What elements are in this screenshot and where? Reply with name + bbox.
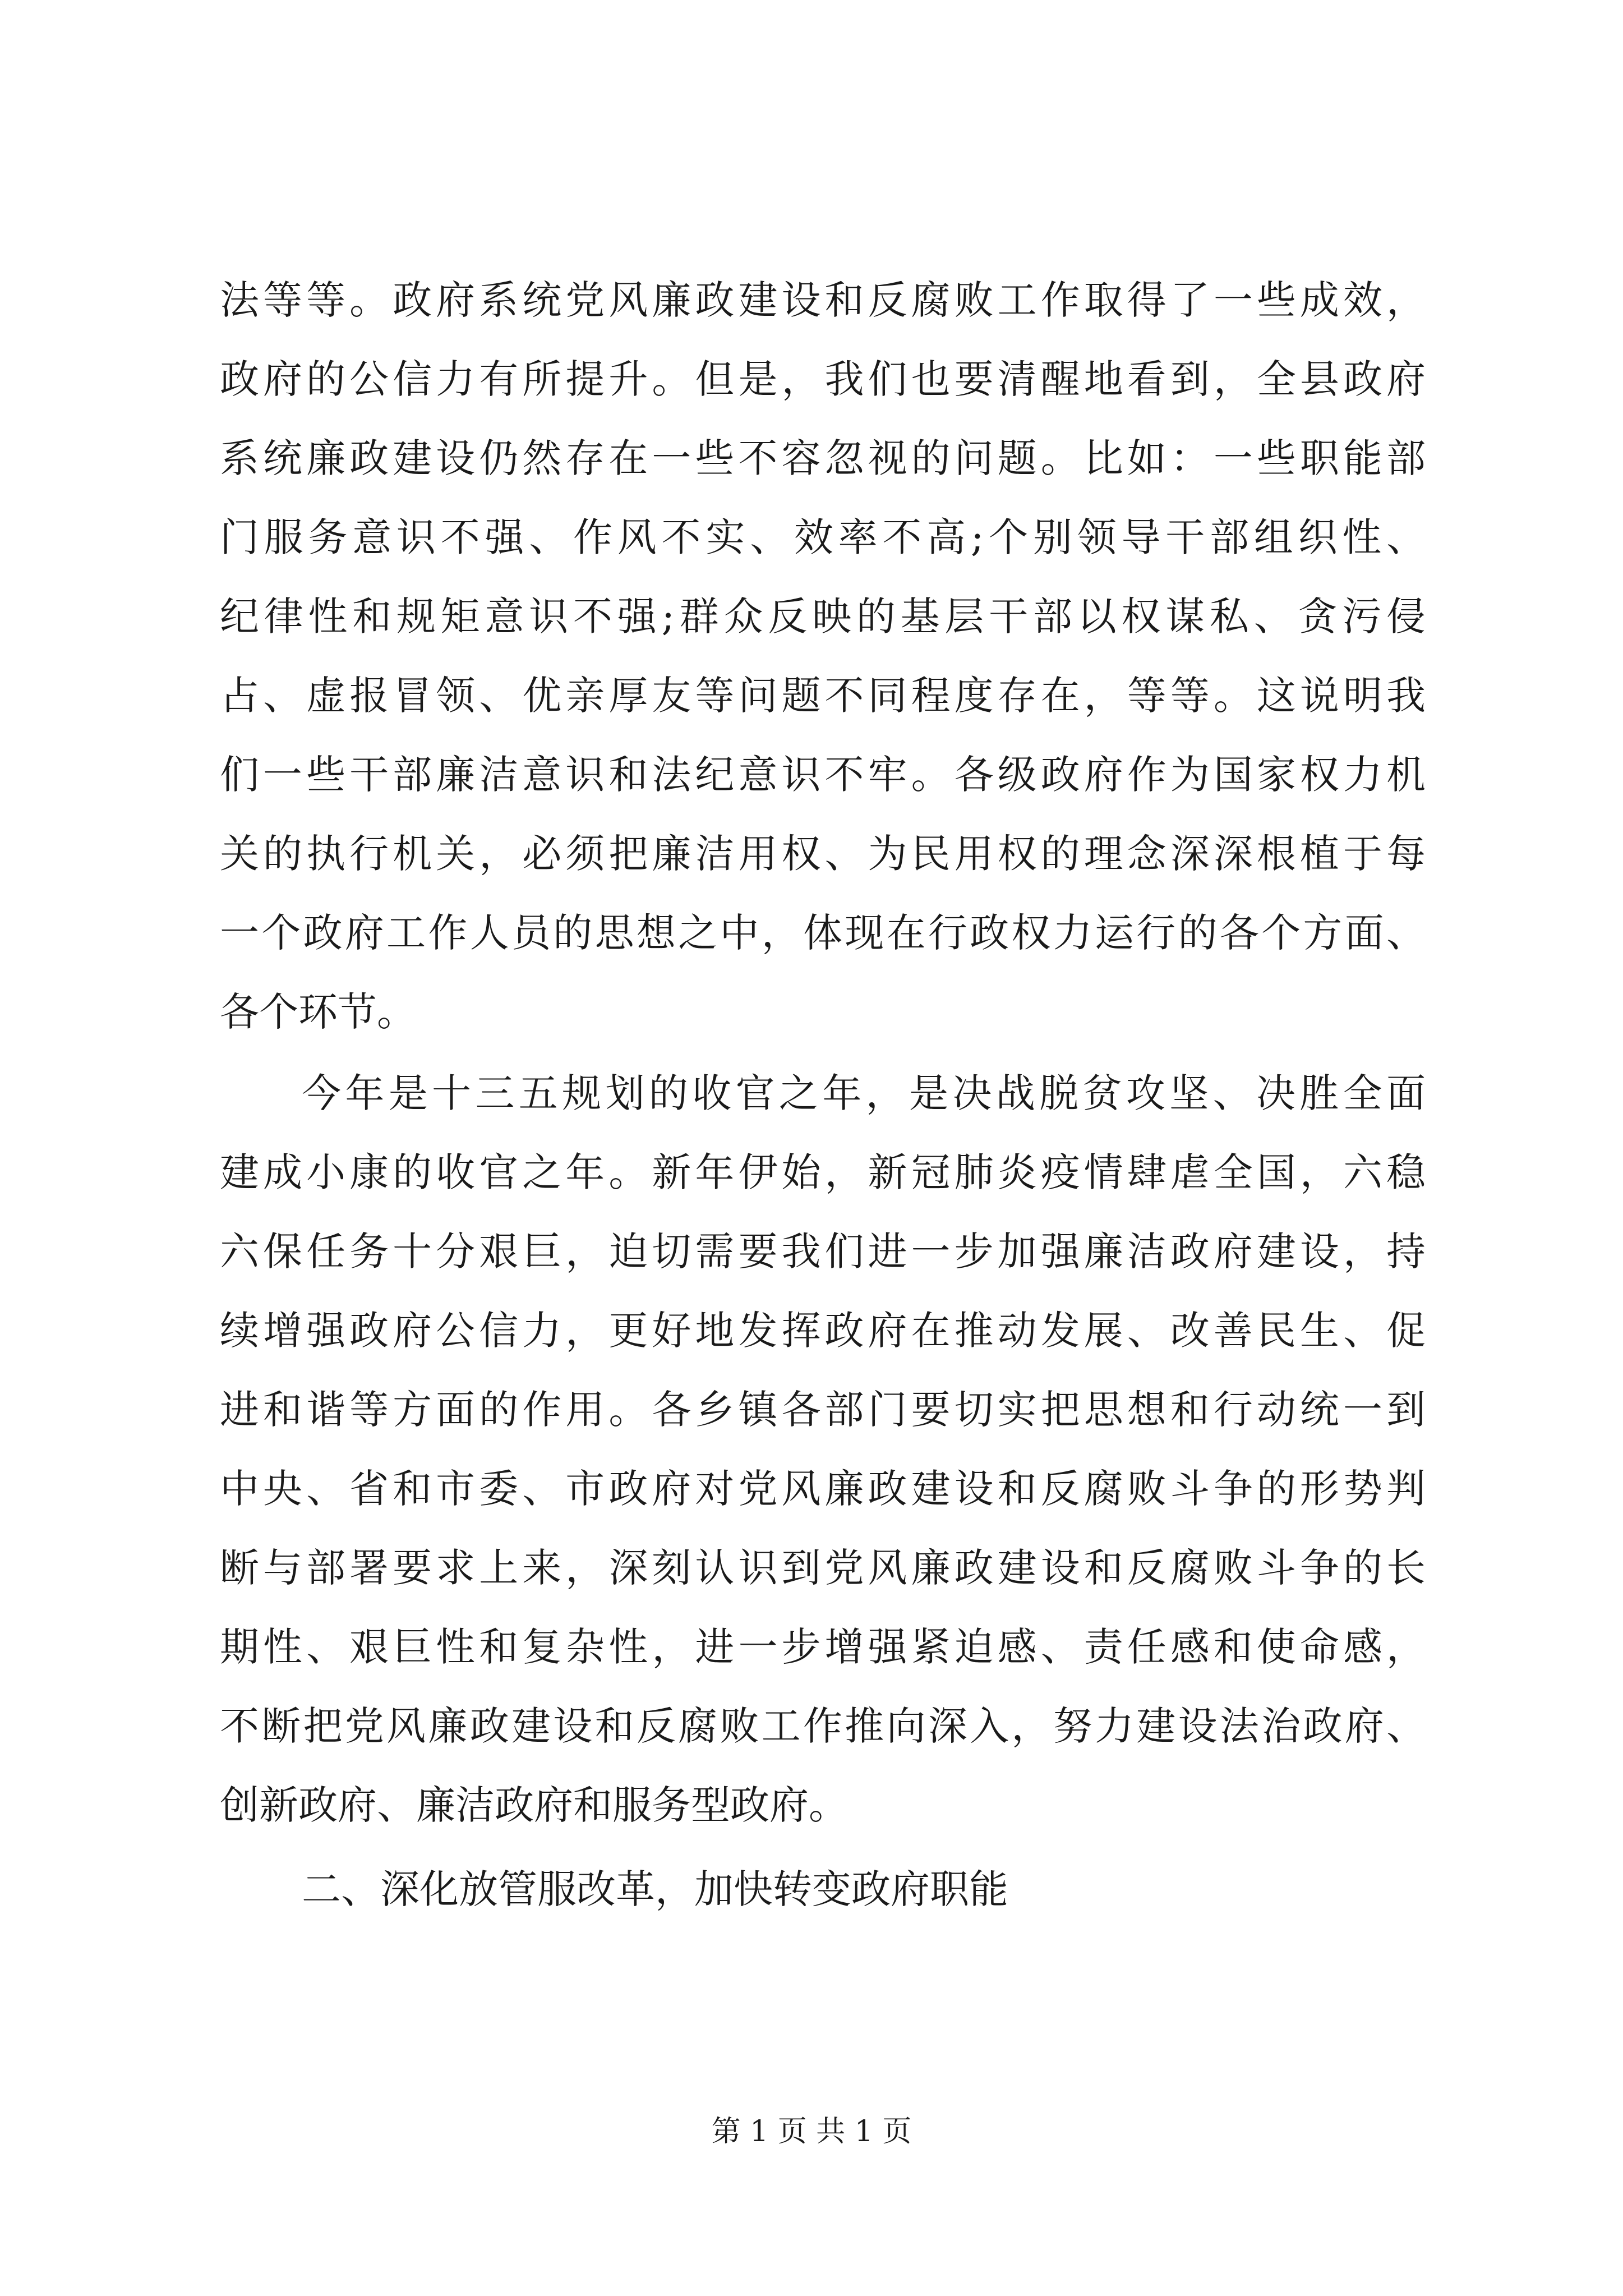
paragraph-line: 断与部署要求上来，深刻认识到党风廉政建设和反腐败斗争的长 [220, 1545, 1426, 1591]
paragraph-line: 进和谐等方面的作用。各乡镇各部门要切实把思想和行动统一到 [220, 1387, 1426, 1433]
paragraph-line: 一个政府工作人员的思想之中，体现在行政权力运行的各个方面、 [220, 910, 1426, 956]
paragraph-line: 六保任务十分艰巨，迫切需要我们进一步加强廉洁政府建设，持 [220, 1228, 1426, 1274]
paragraph-line: 政府的公信力有所提升。但是，我们也要清醒地看到，全县政府 [220, 356, 1426, 402]
paragraph-line: 法等等。政府系统党风廉政建设和反腐败工作取得了一些成效， [220, 277, 1426, 323]
section-heading: 二、深化放管服改革，加快转变政府职能 [302, 1866, 1008, 1912]
paragraph-line: 门服务意识不强、作风不实、效率不高;个别领导干部组织性、 [220, 514, 1426, 560]
paragraph-line: 续增强政府公信力，更好地发挥政府在推动发展、改善民生、促 [220, 1308, 1426, 1354]
paragraph-line: 占、虚报冒领、优亲厚友等问题不同程度存在，等等。这说明我 [220, 673, 1426, 719]
paragraph-line: 关的执行机关，必须把廉洁用权、为民用权的理念深深根植于每 [220, 831, 1426, 877]
paragraph-line: 不断把党风廉政建设和反腐败工作推向深入，努力建设法治政府、 [220, 1703, 1426, 1749]
paragraph-line: 们一些干部廉洁意识和法纪意识不牢。各级政府作为国家权力机 [220, 752, 1426, 798]
paragraph-line: 建成小康的收官之年。新年伊始，新冠肺炎疫情肆虐全国，六稳 [220, 1149, 1426, 1195]
page-footer: 第 1 页 共 1 页 [711, 2115, 912, 2148]
paragraph-line: 各个环节。 [220, 989, 416, 1035]
paragraph-line: 今年是十三五规划的收官之年，是决战脱贫攻坚、决胜全面 [302, 1070, 1426, 1116]
paragraph-line: 中央、省和市委、市政府对党风廉政建设和反腐败斗争的形势判 [220, 1466, 1426, 1512]
paragraph-line: 创新政府、廉洁政府和服务型政府。 [220, 1782, 848, 1828]
paragraph-line: 系统廉政建设仍然存在一些不容忽视的问题。比如：一些职能部 [220, 435, 1426, 481]
paragraph-line: 期性、艰巨性和复杂性，进一步增强紧迫感、责任感和使命感， [220, 1624, 1426, 1670]
paragraph-line: 纪律性和规矩意识不强;群众反映的基层干部以权谋私、贪污侵 [220, 593, 1426, 639]
